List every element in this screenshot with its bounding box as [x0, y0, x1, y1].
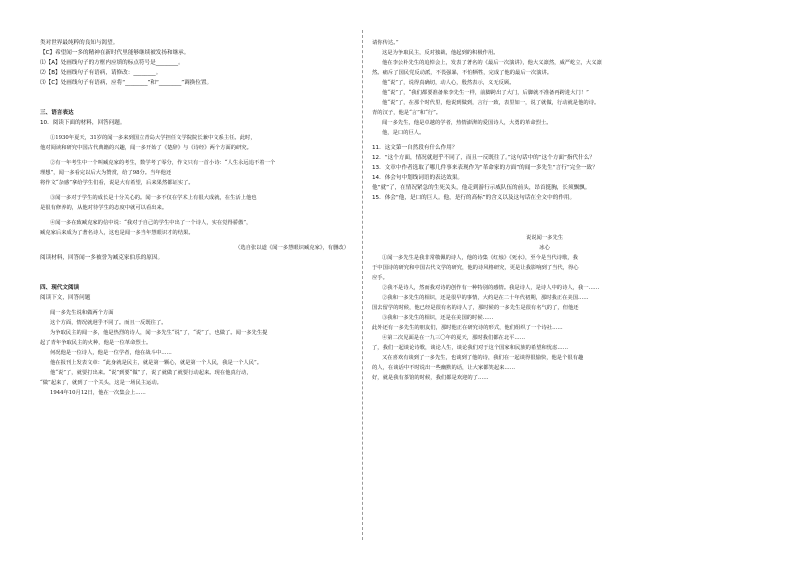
text-line: ⑴【A】处画线句子的方框内应填的标点符号是________。 [40, 60, 184, 66]
essay-author: 冰心 [539, 245, 550, 251]
question-14-sentence: 他“就”了，在情况紧急的生死关头，他走到游行示威队伍的前头，昂首挺胸，长须飘飘。 [372, 185, 591, 191]
passage-line: 他“说”了，“我们都要准备象李先生一样，前脚跨出了大门，后脚就不准备再跨进大门！” [382, 90, 589, 96]
essay-line: ①闻一多先生是我非常敬佩的诗人，他的诗集《红烛》《死水》，至今是当代诗歌，我 [382, 255, 578, 261]
passage-line: 然。痛斥了国民党反动派，不畏强暴，不怕牺牲，完成了他的最后一次演讲。 [372, 70, 553, 76]
question-15: 15．体会“他，是口的巨人。他，是行的高标”的含义以及这句话在全文中的作用。 [372, 195, 576, 201]
essay-line: 国去留学的时候，他已经是很有名的诗人了，那时候的一多先生是很有名气的了，但他还 [372, 305, 579, 311]
section-title-language: 三、语言表达 [40, 110, 74, 116]
passage-line: ③闻一多对于学生的成长是十分关心的。闻一多不仅在学术上有很大成就，在生活上他也 [50, 195, 257, 201]
passage-line: 这是为争取民主，反对独裁，他起到的积极作用。 [382, 50, 499, 56]
text-line: ⑶【C】处画线句子有语病，应将“________”和“________”调换位置。 [40, 80, 213, 86]
passage-line: 闻一多先生，他是卓越的学者，热情澎湃的爱国诗人，大勇的革命烈士。 [382, 120, 552, 126]
essay-line: ④第二次见面是在一九三〇年的夏天，那时我们都在北平…… [382, 335, 526, 341]
reading-line: 他在报刊上发表文章：“此身就是民主，就是第一颗心，就是第一个人民，我是一个人民”。 [50, 360, 262, 366]
reading-line: 为争取民主的闻一多，他是热烈的诗人，闻一多先生“说”了，“说”了，也做了。闻一多先生提 [50, 330, 268, 336]
passage-line: 他“说”了，说得真确切，动人心，殷然表示，义无反顾。 [382, 80, 515, 86]
essay-line: 好，就是我有茶馆的时候，我们都是欢迎的了…… [372, 375, 489, 381]
passage-line: 请你传达。” [372, 40, 399, 46]
reading-line: 起了青年争取民主的火种，他是一位革命烈士。 [40, 340, 152, 346]
passage-line: ④闻一多在致臧克家的信中说：“我对于自己的学生中出了一个诗人，实在觉得骄傲”， [50, 220, 252, 226]
reading-line: 这个方面，情况就迥乎不同了。而且一反既往了。 [50, 320, 167, 326]
question-12: 12．“这个方面，情况就迥乎不同了，而且一反既往了。”这句话中的“这个方面”指代什么？ [372, 155, 595, 161]
passage-line: 将作文“杂感”拿给学生们看，说是大有希望，后来果然都证实了。 [40, 180, 194, 186]
text-line: 【C】希望闻一多的精神在新时代里能够继续被发扬和继承。 [40, 50, 190, 56]
text-line: ⑵【B】处画线句子有语病，请修改：________。 [40, 70, 162, 76]
reading-line: 闻一多先生说和做两个方面 [50, 310, 114, 316]
section-title-reading: 四、现代文阅读 [40, 285, 80, 291]
passage-line: 青的汉子，他是“言”和“行”。 [372, 110, 442, 116]
essay-line: ②我不是诗人，然而我对诗的创作有一种特别的感情。我是诗人，是诗人中的诗人，我一…… [382, 285, 600, 291]
column-divider [362, 30, 363, 540]
reading-line: 他“说”了，就要打出来。“说”到要“做”了，说了就做了就要行动起来。现在他真行动， [50, 370, 252, 376]
question-10-prompt: 阅读材料，回答闻一多被誉为臧克家伯乐的原因。 [40, 255, 164, 261]
passage-line: ②有一年考生中一个叫臧克家的考生，数学考了零分，作文只有一首小诗：“人生永远追不着一个 [50, 160, 276, 166]
passage-line: 理想”，闻一多看完以后大为赞赏，给了98分。当年他还 [40, 170, 172, 176]
reading-intro: 阅读下文，回答问题 [40, 295, 91, 301]
essay-line: ②我和一多先生的相识，还是很早的事情，大约是在二十年代初期，那时我正在美国…… [382, 295, 589, 301]
passage-line: 他在李公朴先生的追悼会上，发表了著名的《最后一次演讲》，他大义凛然，威严屹立，大义凛 [382, 60, 602, 66]
essay-line: 此外还有一多先生的朋友们，那时他正在研究诗的形式，他们组织了一个诗社…… [372, 325, 563, 331]
reading-line: 1944年10月12日，他在一次集会上…… [50, 390, 146, 396]
essay-line: 又在喜欢有谈到了一多先生，也谈到了他的诗，我们在一起谈得很愉快，他是个很有趣 [382, 355, 584, 361]
citation: （选自张以道《闻一多慧眼识臧克家》，有删改） [235, 245, 349, 251]
left-column [40, 38, 355, 398]
reading-line: “做”起来了，就到了一个关头，这是一场民主运动。 [40, 380, 162, 386]
reading-line: 何况他是一位诗人，他是一位学者，他在战斗中…… [50, 350, 172, 356]
essay-title: 说说闻一多先生 [525, 235, 564, 241]
passage-line: 臧克家后来成为了著名诗人，这也是闻一多当年慧眼识才的结果。 [40, 230, 194, 236]
essay-line: 于中国诗的研究和中国古代文学的研究，他的诗风格研究，更是让我影响到了当代，得心 [372, 265, 579, 271]
passage-line: 他，是口的巨人。 [382, 130, 425, 136]
question-11: 11．这文第一自然段有什么作用？ [372, 145, 458, 151]
essay-line: ③我和一多先生的相识，还是在美国的时候…… [382, 315, 494, 321]
question-10-title: 10．阅读下面的材料，回答问题。 [40, 120, 126, 126]
essay-line: 的人，在谈话中不时说出一些幽默的话，让大家都笑起来…… [372, 365, 516, 371]
passage-line: 他对阅读和研究中国古代典籍的兴趣，闻一多开始了《楚辞》与《诗经》两个方面的研究。 [40, 145, 252, 151]
essay-line: 应手。 [372, 275, 388, 281]
passage-line: ①1930年夏天，31岁的闻一多来到国立青岛大学担任文学院院长兼中文系主任。此时， [50, 135, 256, 141]
right-column [372, 38, 717, 383]
text-line: 类对世界最纯粹的良知与渴望。 [40, 40, 119, 46]
essay-line: 了，我们一起谈论诗歌，谈论人生，谈论我们对于这个国家和民族的希望和忧虑…… [372, 345, 568, 351]
question-13: 13．文章中作者选取了哪几件事来表现作为“革命家的方面”的闻一多先生“言行”完全一致？ [372, 165, 598, 171]
passage-line: 是很有修养的，从他对待学生的态度中就可以看出来。 [40, 205, 168, 211]
passage-line: 他“说”了，在那个时代里，他说到做到，言行一致，表里如一，说了就做，行动就是他的诗。 [382, 100, 600, 106]
question-14: 14．体会句中划线词语的表达效果。 [372, 175, 464, 181]
